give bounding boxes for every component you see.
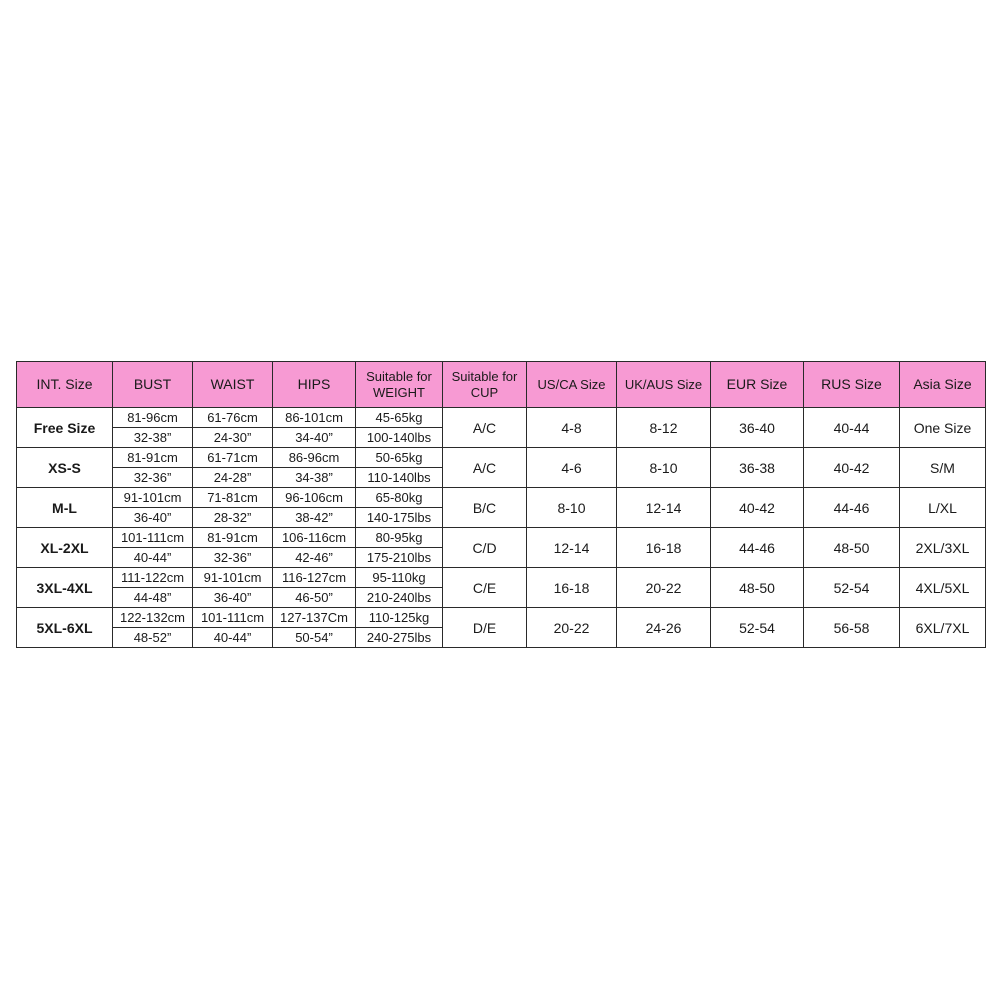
weight-kg-cell: 80-95kg <box>356 528 443 548</box>
waist-in-cell: 40-44” <box>193 628 273 648</box>
hips-in-cell: 46-50” <box>273 588 356 608</box>
weight-kg-cell: 110-125kg <box>356 608 443 628</box>
us-ca-size-cell: 4-6 <box>527 448 617 488</box>
weight-kg-cell: 50-65kg <box>356 448 443 468</box>
weight-lbs-cell: 240-275lbs <box>356 628 443 648</box>
weight-kg-cell: 65-80kg <box>356 488 443 508</box>
weight-lbs-cell: 110-140lbs <box>356 468 443 488</box>
header-hips: HIPS <box>273 362 356 408</box>
uk-aus-size-cell: 8-10 <box>617 448 711 488</box>
int-size-cell: XL-2XL <box>17 528 113 568</box>
size-row-cm <box>17 568 986 588</box>
header-weight: Suitable for WEIGHT <box>356 362 443 408</box>
int-size-cell: 3XL-4XL <box>17 568 113 608</box>
uk-aus-size-cell: 20-22 <box>617 568 711 608</box>
rus-size-cell: 56-58 <box>804 608 900 648</box>
us-ca-size-cell: 12-14 <box>527 528 617 568</box>
bust-cm-cell: 81-96cm <box>113 408 193 428</box>
weight-lbs-cell: 140-175lbs <box>356 508 443 528</box>
bust-in-cell: 32-36” <box>113 468 193 488</box>
hips-cm-cell: 127-137Cm <box>273 608 356 628</box>
asia-size-cell: S/M <box>900 448 986 488</box>
bust-in-cell: 48-52” <box>113 628 193 648</box>
weight-lbs-cell: 210-240lbs <box>356 588 443 608</box>
waist-cm-cell: 81-91cm <box>193 528 273 548</box>
eur-size-cell: 44-46 <box>711 528 804 568</box>
rus-size-cell: 52-54 <box>804 568 900 608</box>
weight-lbs-cell: 175-210lbs <box>356 548 443 568</box>
eur-size-cell: 36-40 <box>711 408 804 448</box>
size-row-cm <box>17 408 986 428</box>
eur-size-cell: 40-42 <box>711 488 804 528</box>
waist-in-cell: 36-40” <box>193 588 273 608</box>
waist-in-cell: 24-30” <box>193 428 273 448</box>
hips-cm-cell: 96-106cm <box>273 488 356 508</box>
bust-cm-cell: 81-91cm <box>113 448 193 468</box>
us-ca-size-cell: 8-10 <box>527 488 617 528</box>
rus-size-cell: 40-44 <box>804 408 900 448</box>
bust-in-cell: 40-44” <box>113 548 193 568</box>
size-row-cm <box>17 528 986 548</box>
asia-size-cell: L/XL <box>900 488 986 528</box>
uk-aus-size-cell: 12-14 <box>617 488 711 528</box>
eur-size-cell: 48-50 <box>711 568 804 608</box>
weight-kg-cell: 45-65kg <box>356 408 443 428</box>
waist-cm-cell: 91-101cm <box>193 568 273 588</box>
header-eur-size: EUR Size <box>711 362 804 408</box>
hips-in-cell: 34-40” <box>273 428 356 448</box>
size-row-cm <box>17 608 986 628</box>
asia-size-cell: 6XL/7XL <box>900 608 986 648</box>
waist-cm-cell: 61-76cm <box>193 408 273 428</box>
weight-kg-cell: 95-110kg <box>356 568 443 588</box>
size-chart-table <box>16 361 986 648</box>
us-ca-size-cell: 4-8 <box>527 408 617 448</box>
waist-cm-cell: 101-111cm <box>193 608 273 628</box>
waist-cm-cell: 71-81cm <box>193 488 273 508</box>
bust-in-cell: 36-40” <box>113 508 193 528</box>
size-row-cm <box>17 488 986 508</box>
cup-cell: C/E <box>443 568 527 608</box>
us-ca-size-cell: 16-18 <box>527 568 617 608</box>
bust-cm-cell: 122-132cm <box>113 608 193 628</box>
bust-in-cell: 32-38” <box>113 428 193 448</box>
hips-in-cell: 34-38” <box>273 468 356 488</box>
hips-cm-cell: 86-96cm <box>273 448 356 468</box>
int-size-cell: 5XL-6XL <box>17 608 113 648</box>
us-ca-size-cell: 20-22 <box>527 608 617 648</box>
uk-aus-size-cell: 8-12 <box>617 408 711 448</box>
bust-cm-cell: 101-111cm <box>113 528 193 548</box>
waist-in-cell: 24-28” <box>193 468 273 488</box>
rus-size-cell: 44-46 <box>804 488 900 528</box>
header-rus-size: RUS Size <box>804 362 900 408</box>
asia-size-cell: 4XL/5XL <box>900 568 986 608</box>
header-bust: BUST <box>113 362 193 408</box>
hips-in-cell: 42-46” <box>273 548 356 568</box>
size-row-cm <box>17 448 986 468</box>
cup-cell: C/D <box>443 528 527 568</box>
cup-cell: D/E <box>443 608 527 648</box>
int-size-cell: XS-S <box>17 448 113 488</box>
header-row <box>17 362 986 408</box>
eur-size-cell: 36-38 <box>711 448 804 488</box>
int-size-cell: Free Size <box>17 408 113 448</box>
eur-size-cell: 52-54 <box>711 608 804 648</box>
header-uk-aus-size: UK/AUS Size <box>617 362 711 408</box>
rus-size-cell: 48-50 <box>804 528 900 568</box>
bust-cm-cell: 91-101cm <box>113 488 193 508</box>
bust-cm-cell: 111-122cm <box>113 568 193 588</box>
cup-cell: B/C <box>443 488 527 528</box>
waist-cm-cell: 61-71cm <box>193 448 273 468</box>
asia-size-cell: One Size <box>900 408 986 448</box>
hips-in-cell: 38-42” <box>273 508 356 528</box>
rus-size-cell: 40-42 <box>804 448 900 488</box>
uk-aus-size-cell: 16-18 <box>617 528 711 568</box>
cup-cell: A/C <box>443 448 527 488</box>
hips-in-cell: 50-54” <box>273 628 356 648</box>
header-us-ca-size: US/CA Size <box>527 362 617 408</box>
cup-cell: A/C <box>443 408 527 448</box>
uk-aus-size-cell: 24-26 <box>617 608 711 648</box>
hips-cm-cell: 86-101cm <box>273 408 356 428</box>
hips-cm-cell: 116-127cm <box>273 568 356 588</box>
header-cup: Suitable for CUP <box>443 362 527 408</box>
waist-in-cell: 28-32” <box>193 508 273 528</box>
hips-cm-cell: 106-116cm <box>273 528 356 548</box>
header-int-size: INT. Size <box>17 362 113 408</box>
waist-in-cell: 32-36” <box>193 548 273 568</box>
bust-in-cell: 44-48” <box>113 588 193 608</box>
asia-size-cell: 2XL/3XL <box>900 528 986 568</box>
weight-lbs-cell: 100-140lbs <box>356 428 443 448</box>
header-waist: WAIST <box>193 362 273 408</box>
int-size-cell: M-L <box>17 488 113 528</box>
header-asia-size: Asia Size <box>900 362 986 408</box>
